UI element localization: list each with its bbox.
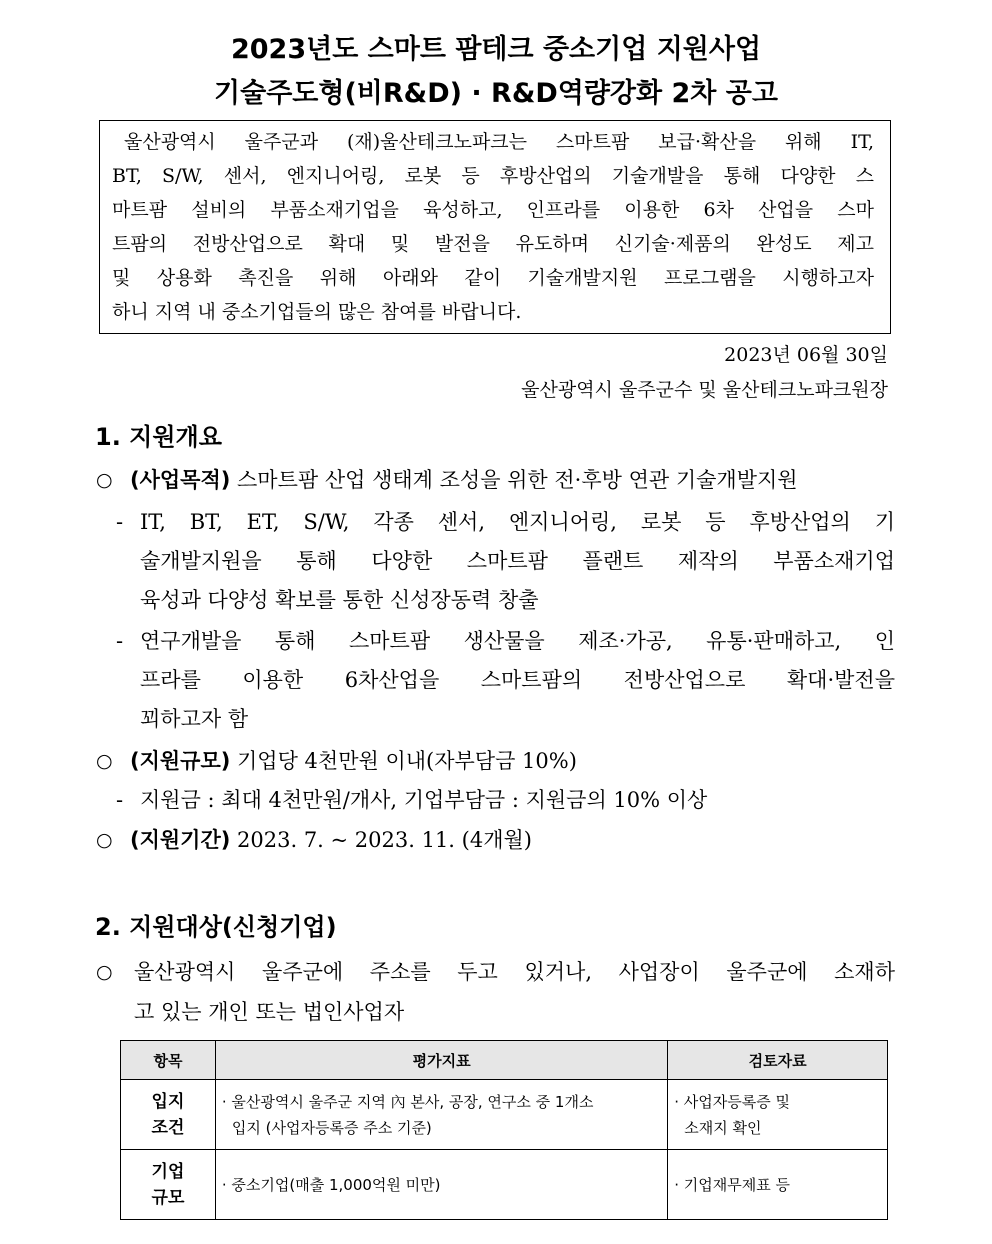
table-cell-item: [121, 1080, 216, 1150]
table-header-item: 항목: [121, 1041, 216, 1080]
criteria-text: · 울산광역시 울주군 지역 內 본사, 공장, 연구소 중 1개소: [221, 1092, 594, 1111]
item-label: 입지: [151, 1091, 185, 1112]
issuer: 울산광역시 울주군수 및 울산테크노파크원장: [521, 379, 888, 401]
documents-text: 소재지 확인: [684, 1118, 762, 1137]
intro-line: 울산광역시 울주군과 (재)울산테크노파크는 스마트팜 보급·확산을 위해 IT,: [124, 131, 874, 153]
table-cell-criteria: [215, 1080, 667, 1150]
purpose-sub1-line: IT, BT, ET, S/W, 각종 센서, 엔지니어링, 로봇 등 후방산업의 기: [140, 510, 895, 534]
purpose-sub1-line: 술개발지원을 통해 다양한 스마트팜 플랜트 제작의 부품소재기업: [140, 549, 895, 573]
criteria-text: 입지 (사업자등록증 주소 기준): [231, 1118, 432, 1137]
intro-line: 하니 지역 내 중소기업들의 많은 참여를 바랍니다.: [112, 301, 522, 323]
table-row: [121, 1150, 888, 1220]
eligibility-line: 울산광역시 울주군에 주소를 두고 있거나, 사업장이 울주군에 소재하: [134, 960, 895, 984]
item-label: 기업: [151, 1161, 185, 1182]
bullet-symbol: ○: [96, 829, 113, 851]
table-cell-documents: [668, 1150, 888, 1220]
scale-sub: 지원금 : 최대 4천만원/개사, 기업부담금 : 지원금의 10% 이상: [140, 788, 708, 812]
table-row: [121, 1080, 888, 1150]
scale-text: 기업당 4천만원 이내(자부담금 10%): [230, 749, 577, 773]
scale-label: (지원규모): [130, 749, 231, 773]
dash-symbol: -: [116, 510, 124, 534]
period-label: (지원기간): [130, 828, 231, 852]
item-label: 조건: [151, 1117, 185, 1138]
dash-symbol: -: [116, 788, 124, 812]
table-cell-item: [121, 1150, 216, 1220]
section-heading-overview: 1. 지원개요: [95, 423, 222, 451]
purpose-sub2-line: 연구개발을 통해 스마트팜 생산물을 제조·가공, 유통·판매하고, 인: [140, 629, 895, 653]
purpose-item: [130, 463, 798, 497]
intro-box: [99, 120, 891, 334]
table-header-documents: 검토자료: [668, 1041, 888, 1080]
table-header-criteria: 평가지표: [215, 1041, 667, 1080]
purpose-sub1-line: 육성과 다양성 확보를 통한 신성장동력 창출: [140, 588, 539, 612]
bullet-symbol: ○: [96, 961, 113, 983]
documents-text: · 기업재무제표 등: [674, 1175, 791, 1194]
scale-item: [130, 744, 577, 778]
dash-symbol: -: [116, 629, 124, 653]
eligibility-criteria-table: [120, 1040, 888, 1220]
criteria-text: · 중소기업(매출 1,000억원 미만): [221, 1175, 441, 1194]
period-item: [130, 823, 532, 857]
announcement-date: 2023년 06월 30일: [724, 344, 888, 366]
document-title-line2: 기술주도형(비R&D) · R&D역량강화 2차 공고: [214, 78, 778, 109]
item-label: 규모: [151, 1187, 185, 1208]
intro-line: 및 상용화 촉진을 위해 아래와 같이 기술개발지원 프로그램을 시행하고자: [112, 267, 874, 289]
period-text: 2023. 7. ~ 2023. 11. (4개월): [230, 828, 532, 852]
table-cell-documents: [668, 1080, 888, 1150]
intro-line: 트팜의 전방산업으로 확대 및 발전을 유도하며 신기술·제품의 완성도 제고: [112, 233, 874, 255]
purpose-label: (사업목적): [130, 468, 231, 492]
purpose-text: 스마트팜 산업 생태계 조성을 위한 전·후방 연관 기술개발지원: [230, 468, 798, 492]
document-title-line1: 2023년도 스마트 팜테크 중소기업 지원사업: [230, 34, 762, 65]
eligibility-line: 고 있는 개인 또는 법인사업자: [134, 1000, 405, 1024]
purpose-sub2-line: 프라를 이용한 6차산업을 스마트팜의 전방산업으로 확대·발전을: [140, 668, 895, 692]
section-heading-eligibility: 2. 지원대상(신청기업): [95, 913, 337, 941]
table-cell-criteria: [215, 1150, 667, 1220]
purpose-sub2-line: 꾀하고자 함: [140, 707, 249, 731]
intro-line: BT, S/W, 센서, 엔지니어링, 로봇 등 후방산업의 기술개발을 통해 다양한 스: [112, 165, 874, 187]
documents-text: · 사업자등록증 및: [674, 1092, 791, 1111]
bullet-symbol: ○: [96, 469, 113, 491]
intro-line: 마트팜 설비의 부품소재기업을 육성하고, 인프라를 이용한 6차 산업을 스마: [112, 199, 874, 221]
bullet-symbol: ○: [96, 750, 113, 772]
table-header-row: [121, 1041, 888, 1080]
